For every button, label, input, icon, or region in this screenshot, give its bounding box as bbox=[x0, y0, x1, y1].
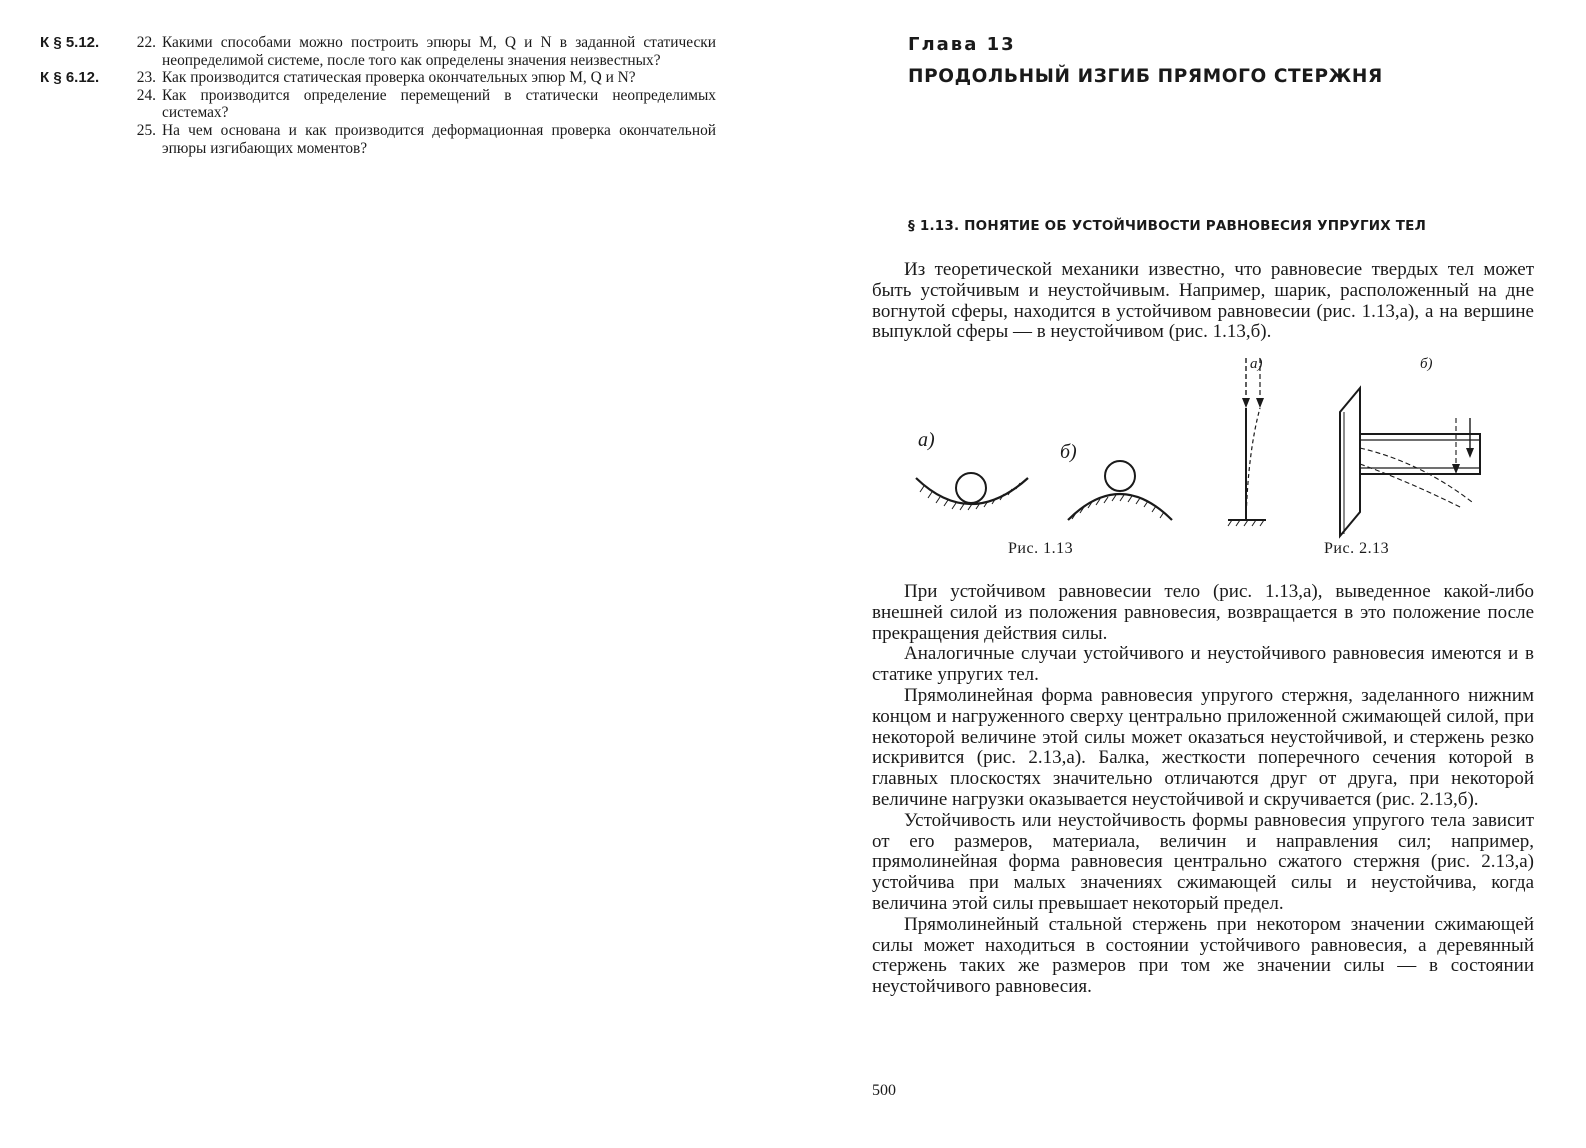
body-paragraph: Аналогичные случаи устойчивого и неустойчивого равновесия имеются и в статике упругих тел. bbox=[872, 643, 1534, 686]
right-page bbox=[790, 0, 1586, 1148]
question-section-ref: К § 5.12. bbox=[40, 34, 100, 51]
intro-paragraph: Из теоретической механики известно, что равновесие твердых тел может быть устойчивым и неустойчивым. Например, шарик, расположенный на дне вогнутой сферы, находится в устойчивом равновесии (рис. 1.13,а), а на вершине выпуклой сферы — в неустойчивом (рис. 1.13,б). bbox=[872, 259, 1534, 343]
body-paragraph: При устойчивом равновесии тело (рис. 1.13,а), выведенное какой-либо внешней силой из положения равновесия, возвращается в это положение после прекращения действия силы. bbox=[872, 581, 1534, 644]
arrowhead-icon bbox=[1256, 398, 1264, 408]
question-text: На чем основана и как производится деформационная проверка окончательной эпюры изгибающих моментов? bbox=[162, 121, 716, 157]
question-section-ref bbox=[40, 122, 120, 157]
column-buckled bbox=[1246, 408, 1260, 520]
question-item bbox=[40, 122, 716, 157]
wall-support bbox=[1340, 388, 1360, 536]
body-paragraph: Прямолинейный стальной стержень при некотором значении сжимающей силы может находиться в состоянии устойчивого равновесия, а деревянный стержень таких же размеров при том же значении силы — в состоянии неустойчивого равновесия. bbox=[872, 913, 1534, 998]
convex-hatching bbox=[1072, 495, 1164, 519]
page-number: 500 bbox=[872, 1082, 896, 1099]
intro-paragraph-block bbox=[872, 260, 1534, 343]
figure-label-a: а) bbox=[1250, 356, 1263, 372]
figure-caption-1-13: Рис. 1.13 bbox=[1008, 540, 1074, 557]
question-number: 24. bbox=[136, 86, 156, 104]
question-text: Как производится определение перемещений в статически неопределимых системах? bbox=[162, 86, 716, 122]
question-number: 25. bbox=[136, 121, 156, 139]
question-number: 23. bbox=[136, 69, 156, 87]
body-paragraph: Прямолинейная форма равновесия упругого стержня, заделанного нижним концом и нагруженного сверху центрально приложенной сжимающей силой, при некоторой величине этой силы может оказаться неустойчивой, и стержень резко искривится (рис. 2.13,а). Балка, жесткости поперечного сечения которой в главных плоскостях значительно отличаются друг от друга, при некоторой величине нагрузки оказывается неустойчивой и скручивается (рис. 2.13,б). bbox=[872, 684, 1534, 810]
question-section-ref bbox=[40, 87, 120, 122]
body-paragraphs bbox=[872, 582, 1534, 998]
figure-caption-2-13: Рис. 2.13 bbox=[1324, 540, 1390, 557]
left-page bbox=[0, 0, 790, 1148]
figure-label-a: а) bbox=[918, 429, 935, 451]
ball-unstable bbox=[1105, 461, 1135, 491]
chapter-number: Глава 13 bbox=[908, 34, 1016, 55]
figure-2-13 bbox=[1210, 352, 1530, 542]
question-item bbox=[40, 34, 716, 69]
question-item bbox=[40, 87, 716, 122]
question-item bbox=[40, 69, 716, 87]
review-questions bbox=[40, 34, 716, 157]
ball-stable bbox=[956, 473, 986, 503]
question-number: 22. bbox=[136, 34, 156, 51]
question-text: Какими способами можно построить эпюры M, Q и N в заданной статически неопределимой системе, после того как определены значения неизвестных? bbox=[162, 34, 716, 69]
body-paragraph: Устойчивость или неустойчивость формы равновесия упругого тела зависит от его размеров, материала, величин и направления сил; например, прямолинейная форма равновесия центрально сжатого стержня (рис. 2.13,а) устойчива при малых значениях сжимающей силы и неустойчива, когда величина этой силы превышает некоторый предел. bbox=[872, 809, 1534, 914]
concave-hatching bbox=[920, 483, 1020, 510]
section-title: § 1.13. ПОНЯТИЕ ОБ УСТОЙЧИВОСТИ РАВНОВЕСИЯ УПРУГИХ ТЕЛ bbox=[908, 218, 1427, 234]
question-text: Как производится статическая проверка окончательных эпюр M, Q и N? bbox=[162, 69, 636, 87]
figure-label-b: б) bbox=[1060, 441, 1077, 463]
arrowhead-icon bbox=[1242, 398, 1250, 408]
question-section-ref: К § 6.12. bbox=[40, 69, 100, 87]
figure-label-b: б) bbox=[1420, 356, 1433, 372]
figure-1-13 bbox=[910, 420, 1200, 540]
chapter-title: ПРОДОЛЬНЫЙ ИЗГИБ ПРЯМОГО СТЕРЖНЯ bbox=[908, 66, 1383, 87]
